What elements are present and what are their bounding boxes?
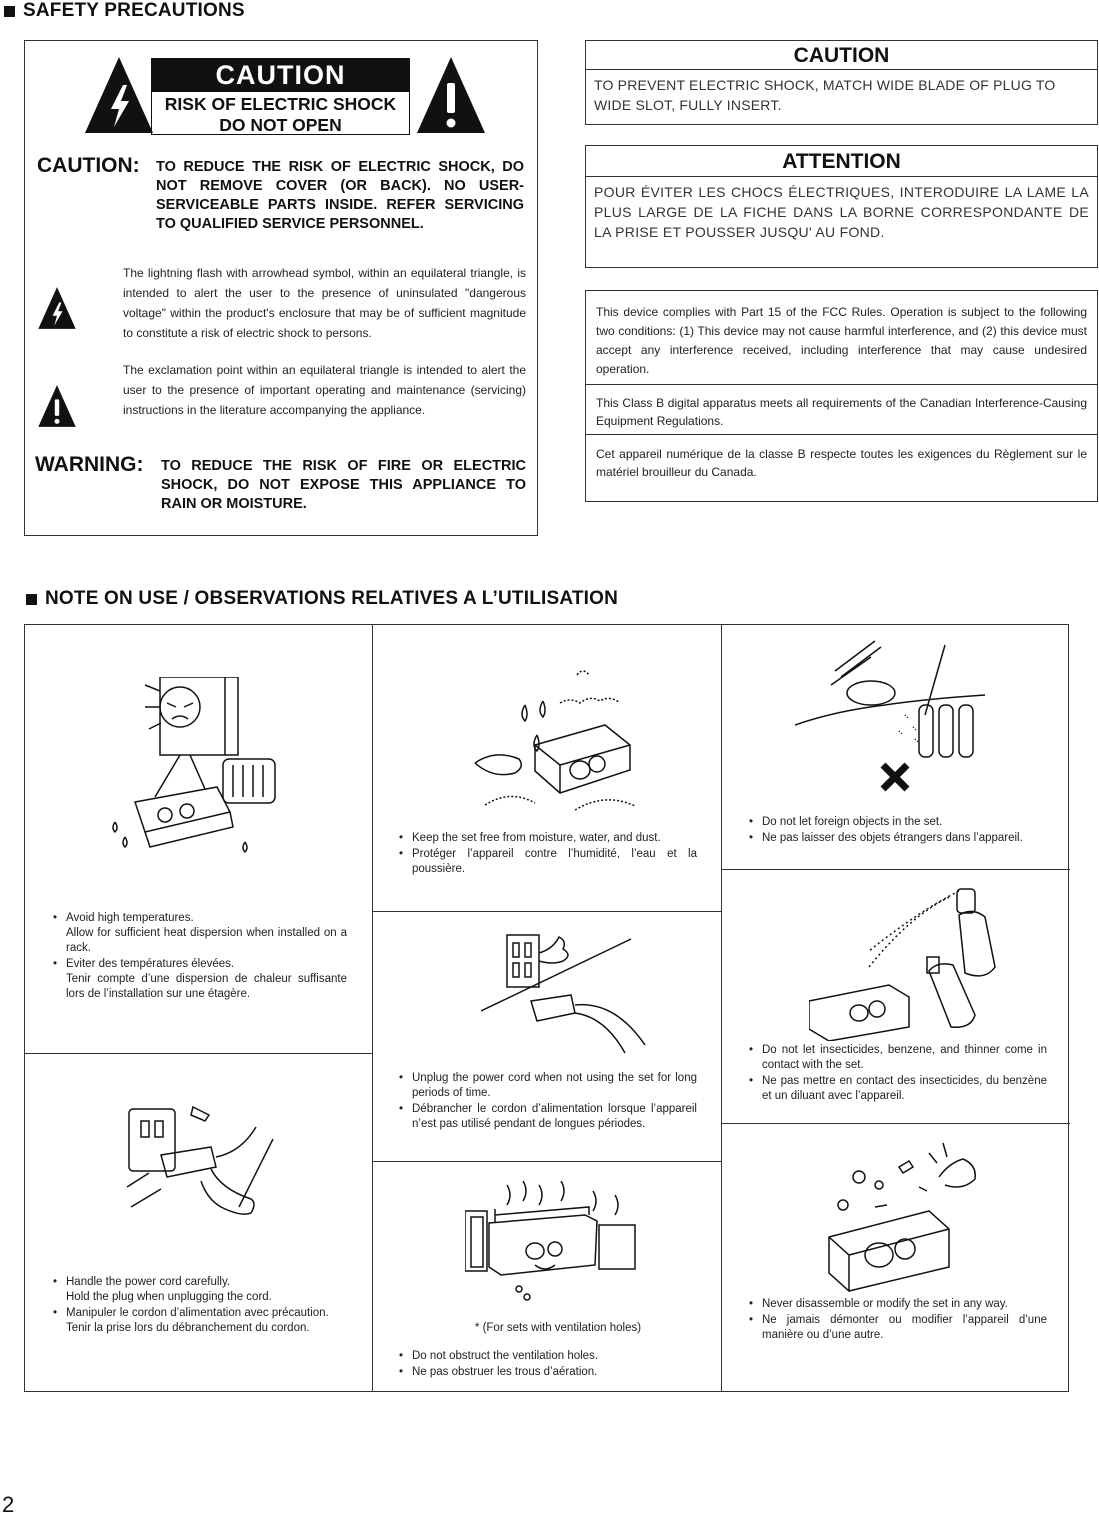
caution-plate-heading: CAUTION [152, 59, 409, 92]
moisture-illustration-icon [465, 645, 655, 825]
cord-note-fr: • Manipuler le cordon d’alimentation avec précaution. Tenir la prise lors du débranchement du cordon. [51, 1306, 347, 1336]
foreign-note-list [747, 815, 1047, 846]
caution-label-plate [151, 58, 410, 135]
chemicals-note-list [747, 1043, 1047, 1104]
caution-plate-risk: RISK OF ELECTRIC SHOCK [164, 94, 397, 114]
safety-title-text: SAFETY PRECAUTIONS [23, 0, 245, 21]
safety-box [24, 40, 538, 536]
plug-caution-box [585, 40, 1098, 125]
exclamation-triangle-icon [415, 55, 487, 135]
caution-plate-do-not-open: DO NOT OPEN [219, 115, 342, 135]
canada-compliance-text-fr: Cet appareil numérique de la classe B respecte toutes les exigences du Règlement sur le matériel brouilleur du Canada. [596, 447, 1087, 479]
plug-caution-text: TO PREVENT ELECTRIC SHOCK, MATCH WIDE BLADE OF PLUG TO WIDE SLOT, FULLY INSERT. [594, 77, 1056, 113]
heat-note-en: • Avoid high temperatures. Allow for sufficient heat dispersion when installed on a rack. [51, 911, 347, 956]
vent-note-en: • Do not obstruct the ventilation holes. [397, 1349, 697, 1364]
unplug-note-en: • Unplug the power cord when not using the set for long periods of time. [397, 1071, 697, 1101]
unplug-note-list [397, 1071, 697, 1132]
unplug-illustration-icon [481, 929, 651, 1059]
lightning-triangle-icon [83, 55, 155, 135]
caution-instruction: TO REDUCE THE RISK OF ELECTRIC SHOCK, DO NOT REMOVE COVER (OR BACK). NO USER-SERVICEABLE PARTS INSIDE. REFER SERVICING TO QUALIFIED SERVICE PERSONNEL. [156, 159, 524, 232]
caution-heading: CAUTION: [37, 154, 140, 177]
lightning-explanation: The lightning flash with arrowhead symbol, within an equilateral triangle, is intended to alert the user to the presence of uninsulated "dangerous voltage" within the product's enclosure that may be of sufficient magnitude to constitute a risk of electric shock to persons. [123, 266, 526, 340]
disassemble-illustration-icon [819, 1137, 1009, 1297]
safety-section-title [4, 0, 245, 22]
section-bullet-square [26, 594, 37, 605]
warning-heading: WARNING: [35, 453, 144, 476]
disassemble-note-list [747, 1297, 1047, 1343]
small-exclamation-triangle-icon [37, 384, 77, 428]
exclamation-explanation: The exclamation point within an equilateral triangle is intended to alert the user to the presence of important operating and maintenance (servicing) instructions in the literature accompanying the appliance. [123, 363, 526, 417]
fcc-box [585, 290, 1098, 502]
note-grid [24, 624, 1069, 1392]
fcc-compliance-text: This device complies with Part 15 of the FCC Rules. Operation is subject to the following two conditions: (1) This device may not cause harmful interference, and (2) this device must accept any interference received, including interference that may cause undesired operation. [596, 305, 1087, 376]
foreign-note-en: • Do not let foreign objects in the set. [747, 815, 1047, 830]
cord-note-list [51, 1275, 347, 1336]
moisture-note-fr: • Protéger l’appareil contre l’humidité, l’eau et la poussière. [397, 847, 697, 877]
chemicals-illustration-icon [809, 881, 1009, 1041]
plug-attention-title: ATTENTION [586, 146, 1097, 177]
warning-instruction: TO REDUCE THE RISK OF FIRE OR ELECTRIC SHOCK, DO NOT EXPOSE THIS APPLIANCE TO RAIN OR MOISTURE. [161, 458, 526, 512]
chemicals-note-en: • Do not let insecticides, benzene, and thinner come in contact with the set. [747, 1043, 1047, 1073]
unplug-note-fr: • Débrancher le cordon d’alimentation lorsque l’appareil n’est pas utilisé pendant de longues périodes. [397, 1102, 697, 1132]
note-section-title [26, 588, 618, 610]
power-cord-illustration-icon [121, 1097, 281, 1257]
heat-note-fr: • Eviter des températures élevées. Tenir compte d’une dispersion de chaleur suffisante lors de l’installation sur une étagère. [51, 957, 347, 1002]
plug-attention-text: POUR ÉVITER LES CHOCS ÉLECTRIQUES, INTERODUIRE LA LAME LA PLUS LARGE DE LA FICHE DANS LA BORNE CORRESPONDANTE DE LA PRISE ET POUSSER JUSQU' AU FOND. [594, 184, 1089, 240]
cord-note-en: • Handle the power cord carefully. Hold the plug when unplugging the cord. [51, 1275, 347, 1305]
vent-note-list [397, 1349, 697, 1380]
vent-footnote: * (For sets with ventilation holes) [474, 1322, 642, 1334]
canada-compliance-text: This Class B digital apparatus meets all requirements of the Canadian Interference-Causing Equipment Regulations. [596, 396, 1087, 428]
foreign-objects-illustration-icon [795, 635, 995, 805]
moisture-note-list [397, 831, 697, 877]
page-number: 2 [2, 1492, 15, 1517]
foreign-note-fr: • Ne pas laisser des objets étrangers dans l’appareil. [747, 831, 1047, 846]
disassemble-note-fr: • Ne jamais démonter ou modifier l’appareil d’une manière ou d’une autre. [747, 1313, 1047, 1343]
ventilation-illustration-icon [465, 1181, 645, 1305]
plug-attention-box [585, 145, 1098, 268]
note-title-text: NOTE ON USE / OBSERVATIONS RELATIVES A L’UTILISATION [45, 588, 619, 609]
chemicals-note-fr: • Ne pas mettre en contact des insecticides, du benzène et un diluant avec l’appareil. [747, 1074, 1047, 1104]
heat-illustration-icon [105, 677, 295, 867]
heat-note-list [51, 911, 347, 1002]
small-lightning-triangle-icon [37, 286, 77, 330]
plug-caution-title: CAUTION [586, 41, 1097, 70]
disassemble-note-en: • Never disassemble or modify the set in any way. [747, 1297, 1047, 1312]
vent-note-fr: • Ne pas obstruer les trous d’aération. [397, 1365, 697, 1380]
section-bullet-square [4, 6, 15, 17]
moisture-note-en: • Keep the set free from moisture, water, and dust. [397, 831, 697, 846]
